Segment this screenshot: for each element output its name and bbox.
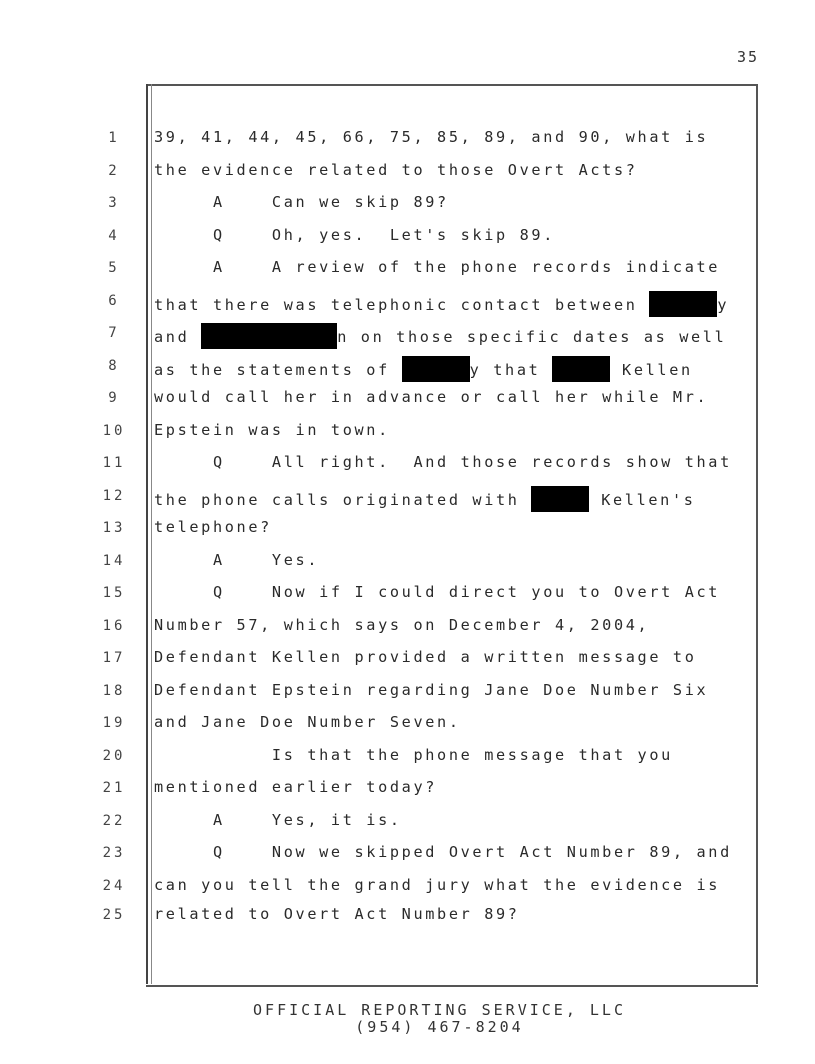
line-number: 14 (102, 552, 126, 569)
line-number: 19 (102, 715, 126, 731)
line-number: 11 (102, 455, 126, 471)
line-text: 39, 41, 44, 45, 66, 75, 85, 89, and 90, what is (154, 128, 709, 146)
transcript-line (0, 161, 815, 185)
line-text (154, 323, 726, 349)
transcript-line (0, 746, 815, 770)
redaction-box (402, 356, 470, 382)
line-number: 8 (108, 357, 120, 374)
line-number: 16 (102, 617, 126, 634)
line-number: 21 (102, 780, 126, 796)
line-text: Defendant Epstein regarding Jane Doe Number Six (154, 680, 709, 699)
line-text (154, 356, 693, 382)
line-text: Is that the phone message that you (154, 745, 673, 764)
line-text: related to Overt Act Number 89? (154, 905, 520, 923)
footer-phone: (954) 467-8204 (355, 1018, 524, 1036)
line-number: 6 (108, 292, 120, 309)
line-segment: Kellen (610, 360, 693, 379)
line-segment: n on those specific dates as well (337, 328, 727, 346)
transcript-line (0, 356, 815, 380)
transcript-line (0, 193, 815, 217)
footer-company: OFFICIAL REPORTING SERVICE, LLC (253, 1001, 626, 1019)
line-text: Q Oh, yes. Let's skip 89. (154, 225, 555, 244)
frame-bottom-border (146, 985, 758, 987)
line-text: the evidence related to those Overt Acts? (154, 160, 638, 179)
line-text: can you tell the grand jury what the evidence is (154, 875, 721, 894)
line-text (154, 291, 729, 317)
line-text: A Can we skip 89? (154, 193, 449, 211)
line-text: A A review of the phone records indicate (154, 258, 721, 276)
line-text (154, 486, 696, 512)
transcript-line (0, 583, 815, 607)
redaction-box (531, 486, 589, 512)
line-segment: and (154, 328, 202, 346)
line-number: 24 (102, 877, 126, 894)
line-text: would call her in advance or call her while Mr. (154, 388, 709, 406)
transcript-line (0, 421, 815, 445)
line-text: Defendant Kellen provided a written message to (154, 648, 697, 666)
transcript-line (0, 291, 815, 315)
line-text: Q All right. And those records show that (154, 453, 732, 471)
line-number: 5 (108, 260, 120, 276)
transcript-line (0, 876, 815, 900)
transcript-line (0, 905, 815, 929)
line-segment: Kellen's (589, 490, 696, 509)
line-number: 23 (102, 845, 126, 861)
line-number: 7 (108, 325, 120, 341)
line-segment: the phone calls originated with (154, 490, 532, 509)
line-number: 15 (102, 585, 126, 601)
line-number: 22 (102, 812, 126, 829)
line-number: 17 (102, 650, 126, 666)
transcript-line (0, 128, 815, 152)
transcript-line (0, 226, 815, 250)
line-number: 9 (108, 390, 120, 406)
line-text: Number 57, which says on December 4, 2004, (154, 615, 650, 634)
transcript-line (0, 486, 815, 510)
transcript-line (0, 323, 815, 347)
transcript-line (0, 681, 815, 705)
line-segment: that there was telephonic contact between (154, 295, 650, 314)
line-number: 3 (108, 195, 120, 211)
transcript-line (0, 551, 815, 575)
line-segment: y that (469, 360, 553, 379)
line-text: and Jane Doe Number Seven. (154, 713, 461, 731)
line-segment: as the statements of (154, 360, 402, 379)
line-number: 12 (102, 487, 126, 504)
line-number: 10 (102, 422, 126, 439)
transcript-line (0, 453, 815, 477)
line-text: Q Now if I could direct you to Overt Act (154, 583, 721, 601)
transcript-line (0, 518, 815, 542)
transcript-line (0, 778, 815, 802)
transcript-line (0, 258, 815, 282)
transcript-line (0, 811, 815, 835)
transcript-line (0, 713, 815, 737)
transcript-line (0, 648, 815, 672)
line-text: Q Now we skipped Overt Act Number 89, and (154, 843, 732, 861)
transcript-line (0, 388, 815, 412)
redaction-box (552, 356, 610, 382)
line-number: 18 (102, 682, 126, 699)
frame-top-border (146, 84, 758, 86)
line-text: A Yes, it is. (154, 810, 402, 829)
line-number: 25 (102, 907, 126, 923)
transcript-line (0, 843, 815, 867)
transcript-line (0, 616, 815, 640)
redaction-box (201, 323, 337, 349)
page-number: 35 (736, 48, 759, 66)
line-text: Epstein was in town. (154, 420, 390, 439)
line-text: telephone? (154, 518, 272, 536)
line-text: mentioned earlier today? (154, 778, 438, 796)
line-text: A Yes. (154, 550, 320, 569)
line-number: 4 (108, 227, 120, 244)
line-number: 2 (108, 162, 120, 179)
line-number: 1 (108, 130, 120, 146)
line-number: 20 (102, 747, 126, 764)
line-segment: y (717, 295, 730, 314)
redaction-box (649, 291, 717, 317)
line-number: 13 (102, 520, 126, 536)
